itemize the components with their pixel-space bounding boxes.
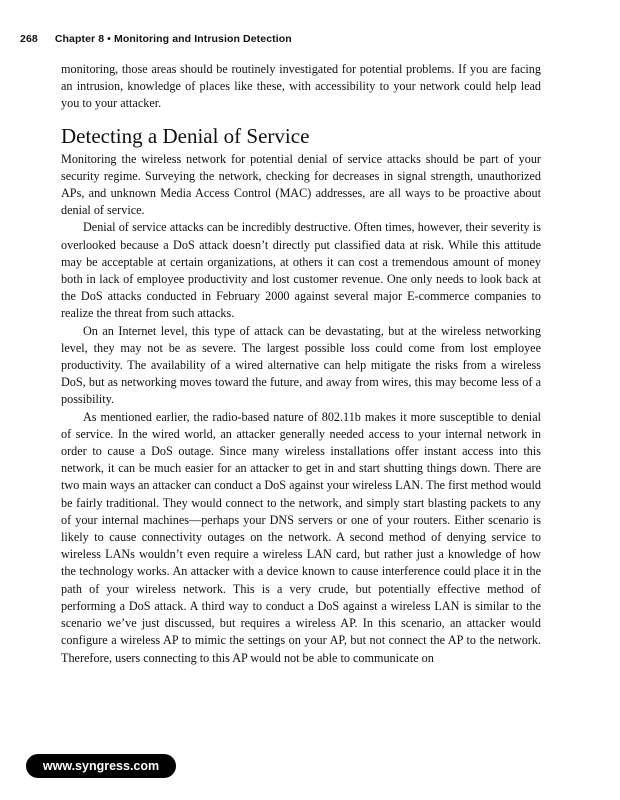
page-number: 268: [20, 33, 38, 45]
chapter-title: Chapter 8 • Monitoring and Intrusion Detection: [54, 33, 292, 45]
paragraph-4: As mentioned earlier, the radio-based nature of 802.11b makes it more susceptible to denial of service. In the wired world, an attacker generally needed access to your internal network in order to cause a DoS outage. Since many wireless installations offer instant access into this network, it can be much easier for an attacker to get in and start shutting things down. There are two main ways an attacker can conduct a DoS against your wireless LAN. The first method would be fairly traditional. They would connect to the network, and simply start blasting packets to any of your internal machines—perhaps your DNS servers or one of your routers. Either scenario is likely to cause connectivity outages on the network. A second method of denying service to wireless LANs wouldn’t even require a wireless LAN card, but rather just a knowledge of how the technology works. An attacker with a device known to cause interference could place it in the path of your wireless network. This is a very crude, but potentially effective method of performing a DoS attack. A third way to conduct a DoS against a wireless LAN is similar to the scenario we’ve just discussed, but requires a wireless AP. In this scenario, an attacker would configure a wireless AP to mimic the settings on your AP, but not connect the AP to the network. Therefore, users connecting to this AP would not be able to communicate on: [61, 409, 541, 665]
paragraph-3: On an Internet level, this type of attack can be devastating, but at the wireless networking level, they may not be as severe. The largest possible loss could come from lost employee productivity. The availability of a wired alternative can help mitigate the risks from a wireless DoS, but as networking moves toward the future, and away from wires, this may become less of a possibility.: [61, 323, 541, 407]
paragraph-1: Monitoring the wireless network for potential denial of service attacks should be part of your security regime. Surveying the network, checking for decreases in signal strength, unauthorized APs, and unknown Media Access Control (MAC) addresses, are all ways to be proactive about denial of service.: [61, 151, 541, 218]
running-header: [20, 33, 292, 45]
section-heading: Detecting a Denial of Service: [61, 123, 310, 148]
page-body: [61, 61, 541, 667]
paragraph-2: Denial of service attacks can be incredibly destructive. Often times, however, their severity is overlooked because a DoS attack doesn’t directly put classified data at risk. While this attitude may be acceptable at certain organizations, at others it can cost a tremendous amount of money both in lack of employee productivity and lost customer revenue. One only needs to look back at the DoS attacks conducted in February 2000 against several major E-commerce companies to realize the threat from such attacks.: [61, 220, 541, 321]
intro-paragraph: monitoring, those areas should be routinely investigated for potential problems. If you are facing an intrusion, knowledge of places like these, with accessibility to your network could help lead you to your attacker.: [61, 62, 541, 111]
website-badge: www.syngress.com: [26, 754, 176, 778]
